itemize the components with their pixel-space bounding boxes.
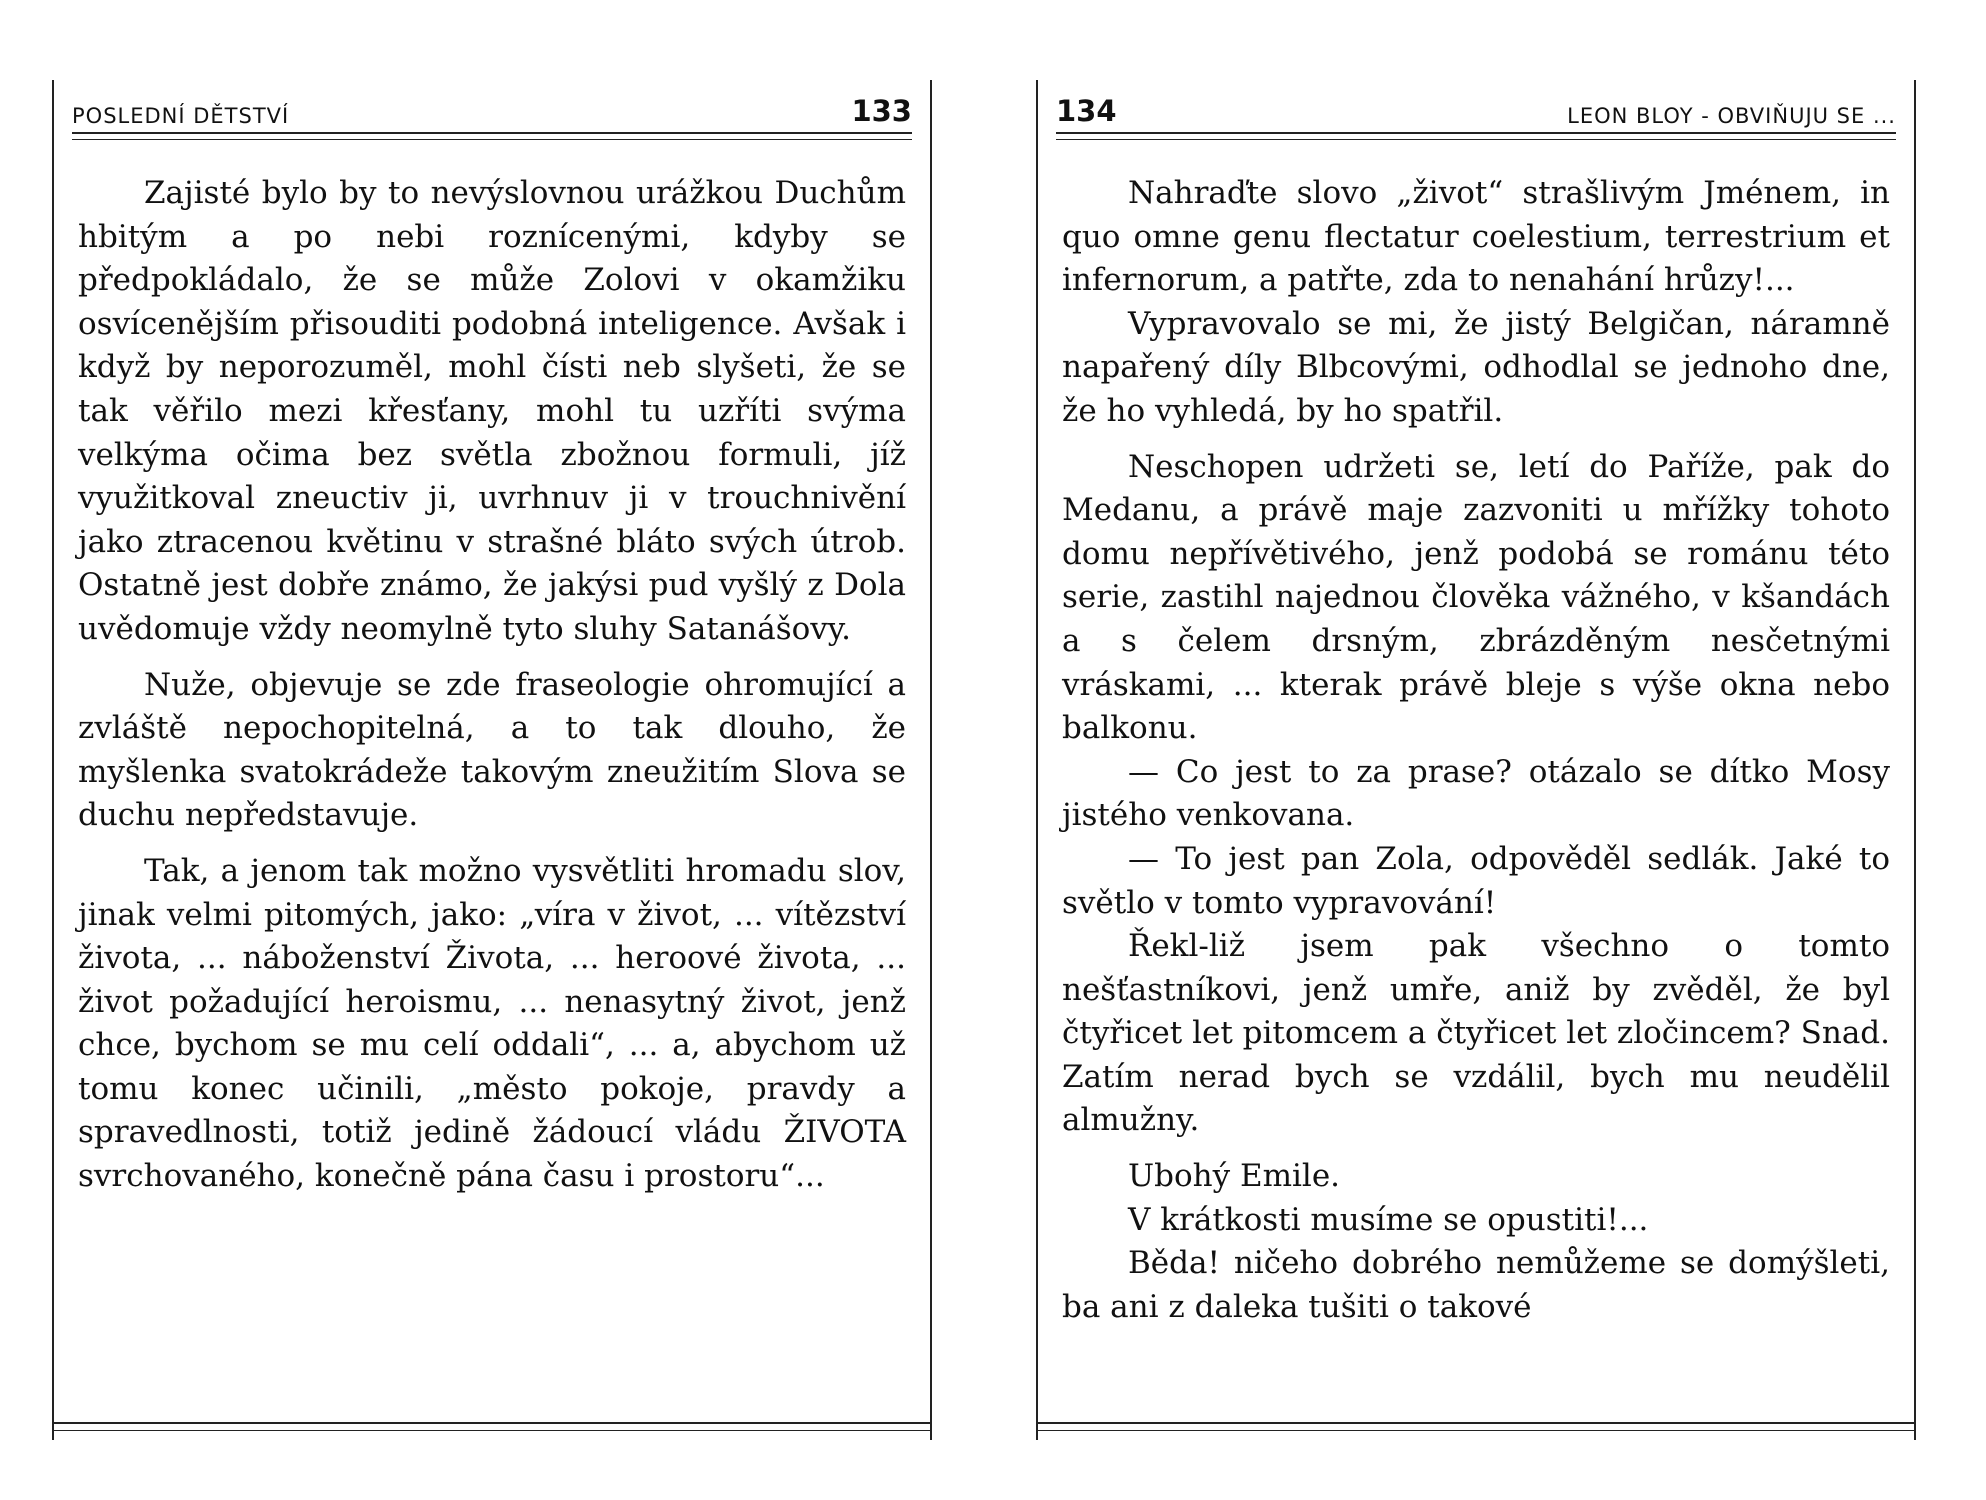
paragraph: Tak, a jenom tak možno vysvětliti hromadu slov, jinak velmi pitomých, jako: „víra v život, ... vítězství života, ... náboženství Života, ... heroové života, ... život požadující heroismu, ... nenasytný život, jenž chce, bychom se mu celí oddali“, ... a, abychom už tomu konec učinili, „město pokoje, pravdy a spravedlnosti, totiž jedině žádoucí vládu ŽIVOTA svrchovaného, konečně pána času i prostoru“... [78,852,906,1195]
right-page [1036,80,1916,1440]
paragraph: V krátkosti musíme se opustiti!... [1128,1201,1649,1238]
paragraph: Běda! ničeho dobrého nemůžeme se domýšleti, ba ani z daleka tušiti o takové [1062,1245,1890,1325]
right-page-header [1056,88,1896,134]
paragraph: Neschopen udržeti se, letí do Paříže, pak do Medanu, a právě maje zazvoniti u mřížky tohoto domu nepřívětivého, jenž podobá se románu této serie, zastihl najednou člověka vážného, v kšandách a s čelem drsným, zbrázděným nesčetnými vráskami, ... kterak právě bleje s výše okna nebo balkonu. [1062,448,1890,747]
paragraph: Nuže, objevuje se zde fraseologie ohromující a zvláště nepochopitelná, a to tak dlouho, že myšlenka svatokrádeže takovým zneužitím Slova se duchu nepředstavuje. [78,666,906,834]
left-page-number: 133 [851,94,912,128]
left-page-header [72,88,912,134]
paragraph: Nahraďte slovo „život“ strašlivým Jménem, in quo omne genu flectatur coelestium, terrestrium et infernorum, a patřte, zda to nenahání hrůzy!... [1062,175,1890,299]
left-page [52,80,932,1440]
paragraph: Ubohý Emile. [1128,1158,1341,1195]
right-running-title: LEON BLOY - OBVIŇUJU SE ... [1567,104,1896,128]
left-page-text [78,172,906,1199]
paragraph: Vypravovalo se mi, že jistý Belgičan, náramně napařený díly Blbcovými, odhodlal se jednoho dne, že ho vyhledá, by ho spatřil. [1062,305,1890,429]
paragraph: Řekl-liž jsem pak všechno o tomto nešťastníkovi, jenž umře, aniž by zvěděl, že byl čtyřicet let pitomcem a čtyřicet let zločincem? Snad. Zatím nerad bych se vzdálil, bych mu neudělil almužny. [1062,928,1890,1139]
paragraph: — Co jest to za prase? otázalo se dítko Mosy jistého venkovana. [1062,753,1890,834]
right-footer-rule [1038,1422,1914,1424]
paragraph: — To jest pan Zola, odpověděl sedlák. Jaké to světlo v tomto vypravování! [1062,840,1890,921]
left-running-title: POSLEDNÍ DĚTSTVÍ [72,104,290,128]
right-page-text [1062,172,1890,1329]
right-page-number: 134 [1056,94,1117,128]
left-footer-rule [54,1422,930,1424]
paragraph: Zajisté bylo by to nevýslovnou urážkou Duchům hbitým a po nebi roznícenými, kdyby se předpokládalo, že se může Zolovi v okamžiku osvícenějším přisouditi podobná inteligence. Avšak i když by neporozuměl, mohl čísti neb slyšeti, že se tak věřilo mezi křesťany, mohl tu uzříti svýma velkýma očima bez světla zbožnou formuli, jíž využitkoval zneuctiv ji, uvrhnuv ji v trouchnivění jako ztracenou květinu v strašné bláto svých útrob. Ostatně jest dobře známo, že jakýsi pud vyšlý z Dola uvědomuje vždy neomylně tyto sluhy Satanášovy. [78,175,906,647]
